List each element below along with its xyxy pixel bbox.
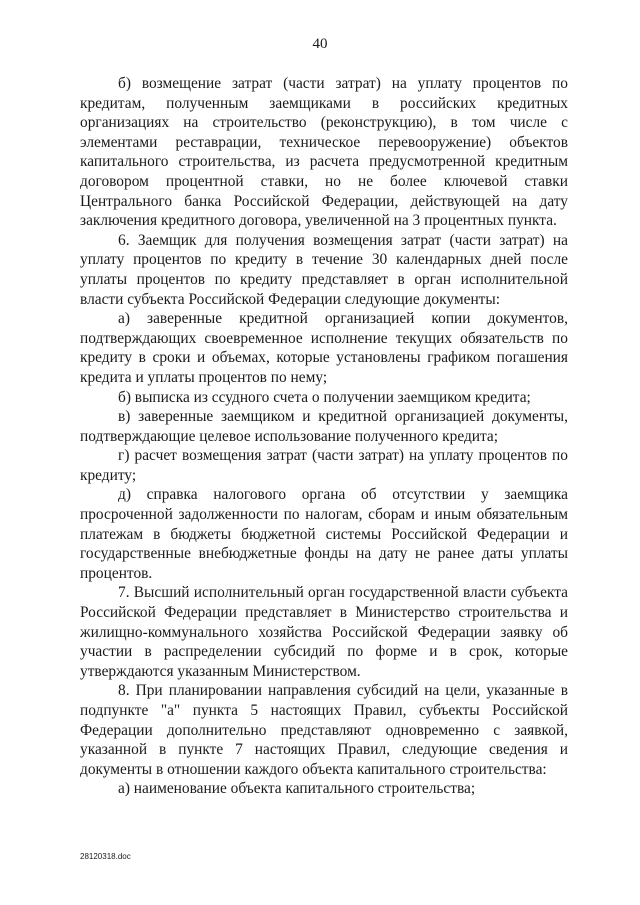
paragraph-7: 7. Высший исполнительный орган государственной власти субъекта Российской Федерации представляет в Министерство строительства и жилищно-коммунального хозяйства Российской Федерации заявку об участии в распределении субсидий по форме и в срок, которые утверждаются указанным Министерством. [80,584,568,680]
paragraph-6-a: а) заверенные кредитной организацией копии документов, подтверждающих своевременное исполнение текущих обязательств по кредиту в сроки и объемах, которые установлены графиком погашения кредита и уплаты процентов по нему; [80,310,568,386]
paragraph-8-a: а) наименование объекта капитального строительства; [118,780,476,798]
page-number: 40 [312,36,328,52]
paragraph-6: 6. Заемщик для получения возмещения затрат (части затрат) на уплату процентов по кредиту в течение 30 календарных дней после уплаты процентов по кредиту представляет в орган исполнительной власти субъекта Российской Федерации следующие документы: [80,231,568,308]
paragraph-6-g: г) расчет возмещения затрат (части затрат) на уплату процентов по кредиту; [80,447,568,484]
paragraph-8: 8. При планировании направления субсидий на цели, указанные в подпункте "а" пункта 5 настоящих Правил, субъекты Российской Федерации дополнительно представляют одновременно с заявкой, указанной в пункте 7 настоящих Правил, следующие сведения и документы в отношении каждого объекта капитального строительства: [80,682,568,778]
paragraph-6-v: в) заверенные заемщиком и кредитной организацией документы, подтверждающие целевое использование полученного кредита; [80,408,568,445]
paragraph-6-b: б) выписка из ссудного счета о получении заемщиком кредита; [118,388,531,406]
document-body [80,74,568,799]
paragraph-b-reimbursement: б) возмещение затрат (части затрат) на уплату процентов по кредитам, полученным заемщиками в российских кредитных организациях на строительство (реконструкцию), в том числе с элементами реставрации, техническое перевооружение) объектов капитального строительства, из расчета предусмотренной кредитным договором процентной ставки, но не более ключевой ставки Центрального банка Российской Федерации, действующей на дату заключения кредитного договора, увеличенной на 3 процентных пункта. [80,75,568,230]
paragraph-6-d: д) справка налогового органа об отсутствии у заемщика просроченной задолженности по налогам, сборам и иным обязательным платежам в бюджеты бюджетной системы Российской Федерации и государственные внебюджетные фонды на дату не ранее даты уплаты процентов. [80,486,568,582]
file-name-footer: 28120318.doc [80,852,131,861]
